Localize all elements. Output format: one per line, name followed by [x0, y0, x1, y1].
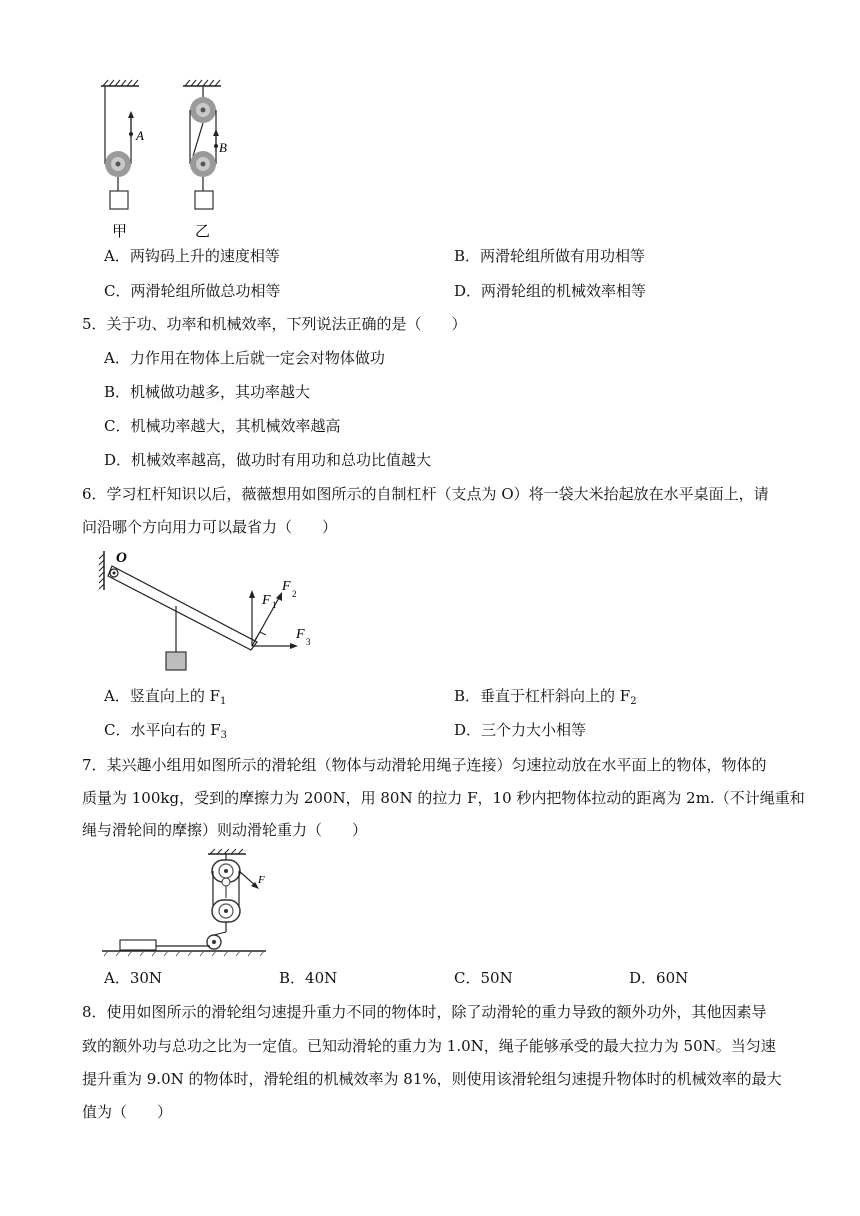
q4-option-b[interactable]: B．两滑轮组所做有用功相等	[454, 247, 646, 265]
q8-stem-line3: 提升重为 9.0N 的物体时，滑轮组的机械效率为 81%，则使用该滑轮组匀速提升物体时的机械效率的最大	[82, 1070, 782, 1088]
q7-pulley-figure	[100, 848, 270, 960]
q6-f3-sub: 3	[306, 637, 311, 647]
q7-option-b[interactable]: B．40N	[279, 969, 338, 987]
q7-stem-line1: 7．某兴趣小组用如图所示的滑轮组（物体与动滑轮用绳子连接）匀速拉动放在水平面上的物体，物体的	[82, 756, 767, 774]
q8-stem-line2: 致的额外功与总功之比为一定值。已知动滑轮的重力为 1.0N，绳子能够承受的最大拉力为 50N。当匀速	[82, 1037, 776, 1055]
q6-f1-sub: 1	[272, 600, 277, 610]
q4-label-jia: 甲	[112, 224, 128, 238]
q4-point-b-label: B	[219, 140, 227, 155]
q7-stem-line2: 质量为 100kg，受到的摩擦力为 200N，用 80N 的拉力 F，10 秒内把物体拉动的距离为 2m.（不计绳重和	[82, 789, 805, 807]
q6-stem-line2: 问沿哪个方向用力可以最省力（ ）	[82, 518, 338, 536]
q7-option-d[interactable]: D．60N	[629, 969, 689, 987]
q6-option-b[interactable]: B．垂直于杠杆斜向上的 $F_2$	[454, 687, 637, 707]
q4-point-a-label: A	[136, 128, 144, 143]
q6-option-d[interactable]: D．三个力大小相等	[454, 721, 587, 739]
q7-stem-line3: 绳与滑轮间的摩擦）则动滑轮重力（ ）	[82, 821, 368, 839]
q6-option-a[interactable]: A．竖直向上的 $F_1$	[104, 687, 227, 707]
q4-option-a[interactable]: A．两钩码上升的速度相等	[104, 247, 280, 265]
q5-option-c[interactable]: C．机械功率越大，其机械效率越高	[104, 417, 341, 435]
q7-option-a[interactable]: A．30N	[104, 969, 163, 987]
q5-option-d[interactable]: D．机械效率越高，做功时有用功和总功比值越大	[104, 451, 432, 469]
q7-f-label: F	[258, 874, 265, 886]
q6-stem-line1: 6．学习杠杆知识以后，薇薇想用如图所示的自制杠杆（支点为 O）将一袋大米抬起放在水平桌面上，请	[82, 485, 769, 503]
q5-stem: 5．关于功、功率和机械效率，下列说法正确的是（ ）	[82, 315, 467, 333]
q6-lever-figure	[98, 546, 328, 676]
q4-option-c[interactable]: C．两滑轮组所做总功相等	[104, 282, 281, 300]
q6-f3-label: F	[296, 627, 305, 642]
q6-f1-label: F	[262, 593, 271, 608]
q5-option-a[interactable]: A．力作用在物体上后就一定会对物体做功	[104, 349, 385, 367]
q7-option-c[interactable]: C．50N	[454, 969, 513, 987]
q4-option-d[interactable]: D．两滑轮组的机械效率相等	[454, 282, 647, 300]
q6-option-c[interactable]: C．水平向右的 $F_3$	[104, 721, 228, 741]
q4-label-yi: 乙	[195, 224, 211, 238]
q8-stem-line4: 值为（ ）	[82, 1103, 173, 1121]
q4-pulley-figure	[95, 78, 235, 238]
q8-stem-line1: 8．使用如图所示的滑轮组匀速提升重力不同的物体时，除了动滑轮的重力导致的额外功外，其他因素导	[82, 1003, 767, 1021]
q5-option-b[interactable]: B．机械做功越多，其功率越大	[104, 383, 311, 401]
q6-f2-sub: 2	[292, 589, 297, 599]
q6-f2-label: F	[282, 579, 291, 594]
q6-pivot-label: O	[116, 550, 127, 566]
